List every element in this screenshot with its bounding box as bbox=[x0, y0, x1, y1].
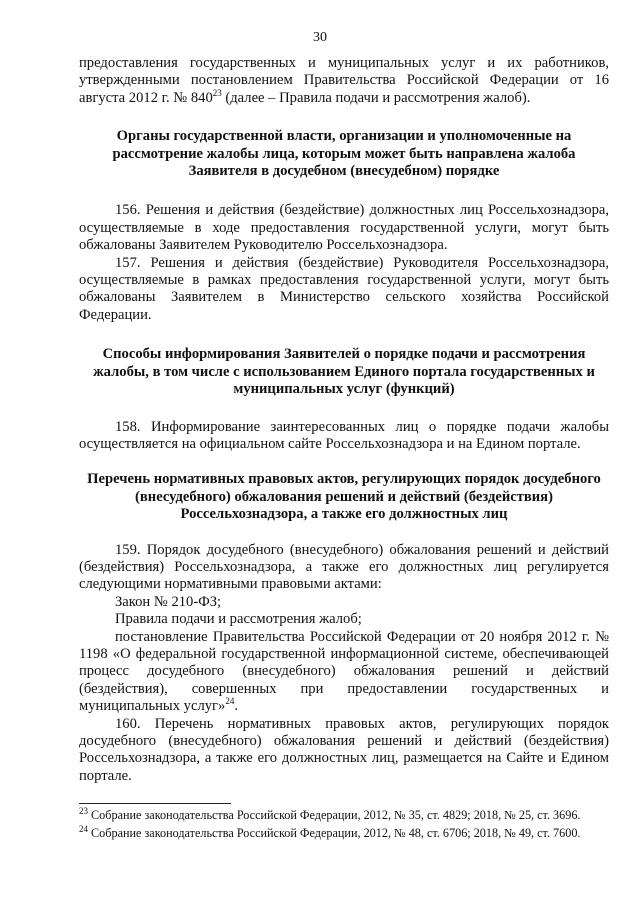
page-body bbox=[79, 55, 609, 785]
footnote-23: $^{23}$ Собрание законодательства Российской Федерации, 2012, № 35, ст. 4829; 2018, № 25, ст. 3696. bbox=[79, 805, 581, 822]
footnote-ref-24[interactable]: 24 bbox=[225, 696, 235, 707]
footnote-ref-23[interactable]: 23 bbox=[212, 87, 222, 98]
paragraph-157: 157. Решения и действия (бездействие) Руководителя Россельхознадзора, осуществляемые в рамках предоставления государственной услуги, могут быть обжалованы Заявителем в Министерство сельского хозяйства Российской Федерации. bbox=[79, 254, 609, 323]
page-number: 30 bbox=[313, 30, 327, 45]
list-item-decree-1198: постановление Правительства Российской Федерации от 20 ноября 2012 г. № 1198 «О федеральной государственной информационной системе, обеспечивающей процесс досудебного (внесудебного) обжалования решений и действий (бездействия), совершенных при предоставлении государственных и муниципальных услуг»$^{24}$. bbox=[79, 628, 609, 715]
paragraph-159: 159. Порядок досудебного (внесудебного) обжалования решений и действий (бездействия) Россельхознадзора, а также его должностных лиц регулируется следующими нормативными правовыми актами: bbox=[79, 541, 609, 593]
paragraph-156: 156. Решения и действия (бездействие) должностных лиц Россельхознадзора, осуществляемые в ходе предоставления государственной услуги, могут быть обжалованы Заявителем Руководителю Россельхознадзора. bbox=[79, 202, 609, 254]
section-heading-informing-methods: Способы информирования Заявителей о порядке подачи и рассмотрения жалобы, в том числе с использованием Единого портала государственных и муниципальных услуг (функций) bbox=[93, 346, 595, 398]
paragraph-158: 158. Информирование заинтересованных лиц о порядке подачи жалобы осуществляется на официальном сайте Россельхознадзора и на Едином портале. bbox=[79, 418, 609, 452]
intro-paragraph: предоставления государственных и муниципальных услуг и их работников, утвержденными постановлением Правительства Российской Федерации от 16 августа 2012 г. № $840^{23}$ (далее – Правила подачи и рассмотрения жалоб). bbox=[79, 55, 609, 106]
list-item-law-210: Закон № 210-ФЗ; bbox=[115, 593, 222, 610]
paragraph-160: 160. Перечень нормативных правовых актов, регулирующих порядок досудебного (внесудебного) обжалования решений и действий (бездействия) Россельхознадзора, а также его должностных лиц, размещается на Сайте и Едином портале. bbox=[79, 715, 609, 784]
list-item-complaint-rules: Правила подачи и рассмотрения жалоб; bbox=[115, 611, 362, 628]
section-heading-complaint-bodies: Органы государственной власти, организации и уполномоченные на рассмотрение жалобы лица, которым может быть направлена жалоба Заявителя в досудебном (внесудебном) порядке bbox=[112, 128, 576, 180]
footnote-divider bbox=[79, 803, 231, 804]
section-heading-legal-acts: Перечень нормативных правовых актов, регулирующих порядок досудебного (внесудебного) обжалования решений и действий (бездействия) Россельхознадзора, а также его должностных лиц bbox=[87, 471, 601, 523]
footnote-24: $^{24}$ Собрание законодательства Российской Федерации, 2012, № 48, ст. 6706; 2018, № 49, ст. 7600. bbox=[79, 823, 581, 840]
footnotes bbox=[79, 805, 609, 844]
